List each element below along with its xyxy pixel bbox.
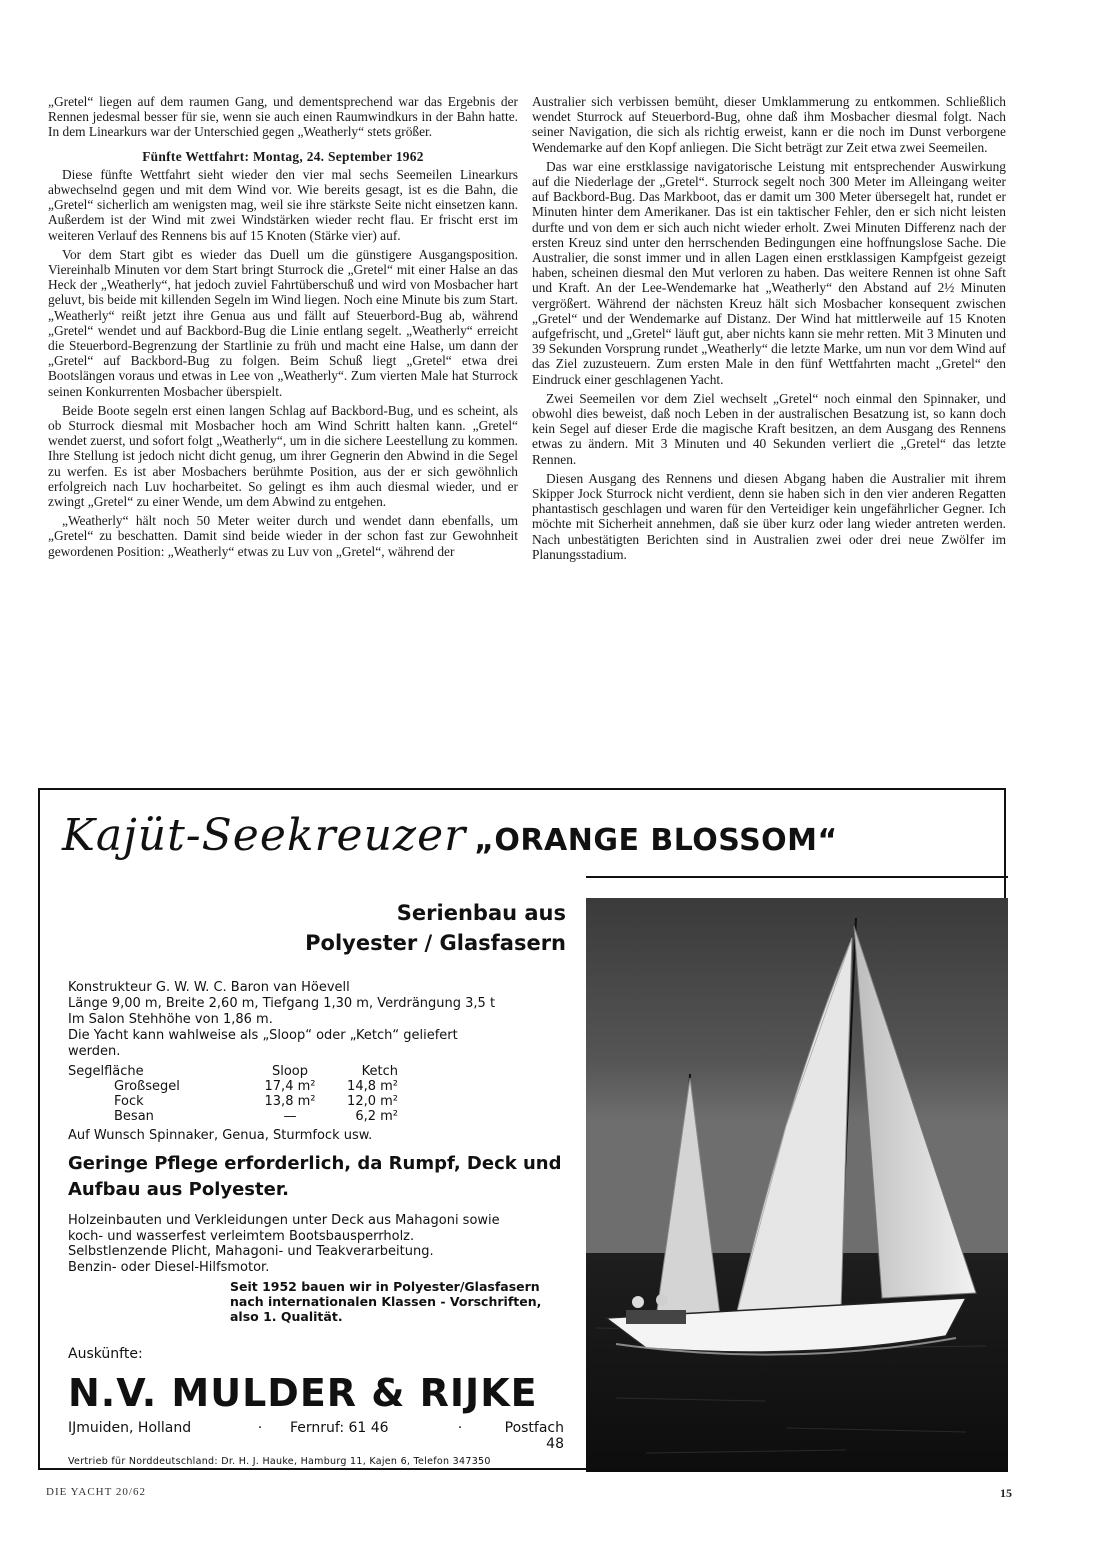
spec-line: Konstrukteur G. W. W. C. Baron van Höevell bbox=[68, 980, 350, 995]
article-paragraph: Das war eine erstklassige navigatorische Leistung mit entsprechender Auswirkung auf die Niederlage der „Gretel“. Sturrock segelt noch 300 Meter im Alleingang weiter auf Backbord-Bug. Das Markboot, das er damit um 300 Meter übersegelt hat, rundet er Minuten hinter dem Amerikaner. Das ist ein taktischer Fehler, den er sich nicht leisten durfte und von dem er sich auch nicht wieder erholt. Zwei Minuten Differenz nach der ersten Kreuz sind unter den herrschenden Bedingungen eine hoffnungslose Sache. Die Australier, die sonst immer und in allen Lagen einen erstklassigen Kampfgeist gezeigt haben, scheinen diesmal den Mut verloren zu haben. Das weitere Rennen ist ohne Saft und Kraft. An der Lee-Wendemarke hat „Weatherly“ den Abstand auf 2½ Minuten vergrößert. Während der nächsten Kreuz hält sich Mosbacher konsequent zwischen „Gretel“ und der Wendemarke auf Distanz. Der Wind hat mittlerweile auf 15 Knoten aufgefrischt, und „Gretel“ läuft gut, aber nichts kann sie mehr retten. Mit 3 Minuten und 39 Sekunden Vorsprung rundet „Weatherly“ die letzte Marke, um nun vor dem Wind auf das Ziel zuzusteuern. Zum ersten Male in den fünf Wettfahrten macht „Gretel“ den Eindruck einer geschlagenen Yacht. bbox=[532, 158, 1006, 387]
ad-headline-name: „ORANGE BLOSSOM“ bbox=[474, 823, 838, 858]
sailboat-photo bbox=[586, 898, 1008, 1472]
sail-header-sloop: Sloop bbox=[271, 1064, 309, 1079]
article-column-right bbox=[532, 94, 1006, 562]
ad-quality-statement bbox=[230, 1279, 572, 1324]
spec-line: Länge 9,00 m, Breite 2,60 m, Tiefgang 1,30 m, Verdrängung 3,5 t bbox=[68, 996, 496, 1011]
article-paragraph: „Gretel“ liegen auf dem raumen Gang, und dementsprechend war das Ergebnis der Rennen jedesmal besser für sie, wenn sie auch einen Raumwindkurs in der Bahn hatte. In dem Linearkurs war der Unterschied gegen „Weatherly“ stets größer. bbox=[48, 94, 518, 140]
sail-table-header bbox=[68, 1064, 572, 1079]
sail-table-row bbox=[68, 1094, 572, 1109]
care-line-1: Geringe Pflege erforderlich, da Rumpf, Deck und bbox=[68, 1153, 562, 1174]
ad-specifications bbox=[68, 980, 572, 1060]
detail-line: Selbstlenzende Plicht, Mahagoni- und Teakverarbeitung. bbox=[68, 1244, 434, 1259]
separator-dot: · bbox=[457, 1420, 463, 1436]
sail-name: Besan bbox=[114, 1109, 154, 1124]
ad-options-line: Auf Wunsch Spinnaker, Genua, Sturmfock usw. bbox=[68, 1128, 373, 1143]
sail-ketch-value: 6,2 m² bbox=[355, 1109, 398, 1124]
ad-care-heading bbox=[68, 1151, 572, 1203]
company-postbox: Postfach 48 bbox=[504, 1420, 564, 1452]
page-number: 15 bbox=[1000, 1486, 1012, 1500]
ad-divider bbox=[586, 876, 1008, 878]
ad-series-line-2: Polyester / Glasfasern bbox=[305, 931, 566, 955]
distributor-line: Vertrieb für Norddeutschland: Dr. H. J. Hauke, Hamburg 11, Kajen 6, Telefon 347350 bbox=[68, 1456, 491, 1467]
sail-header-ketch: Ketch bbox=[361, 1064, 398, 1079]
detail-line: koch- und wasserfest verleimtem Bootsbausperrholz. bbox=[68, 1228, 415, 1244]
company-name: N.V. MULDER & RIJKE bbox=[68, 1371, 538, 1415]
company-contact bbox=[68, 1420, 564, 1452]
ad-series-heading bbox=[68, 898, 572, 958]
sail-name: Fock bbox=[114, 1094, 144, 1109]
sail-area-table bbox=[68, 1064, 572, 1124]
sail-ketch-value: 14,8 m² bbox=[347, 1079, 398, 1094]
sail-table-row bbox=[68, 1109, 572, 1124]
spec-line: werden. bbox=[68, 1044, 121, 1059]
company-phone: Fernruf: 61 46 bbox=[290, 1420, 389, 1436]
sail-sloop-value: — bbox=[283, 1109, 297, 1124]
detail-line: Holzeinbauten und Verkleidungen unter Deck aus Mahagoni sowie bbox=[68, 1213, 500, 1228]
spec-line: Im Salon Stehhöhe von 1,86 m. bbox=[68, 1012, 273, 1027]
footer-magazine: DIE YACHT 20/62 bbox=[46, 1486, 146, 1498]
advertisement bbox=[38, 788, 1006, 1470]
sail-sloop-value: 13,8 m² bbox=[264, 1094, 316, 1109]
section-heading: Fünfte Wettfahrt: Montag, 24. September 1962 bbox=[142, 148, 424, 164]
sail-name: Großsegel bbox=[114, 1079, 180, 1094]
article-paragraph: Australier sich verbissen bemüht, dieser Umklammerung zu entkommen. Schließlich wendet Sturrock auf Steuerbord-Bug, ohne daß ihm Mosbacher diesmal folgt. Nach seiner Navigation, die sich als richtig erweist, kann er die noch im Dunst verborgene Wendemarke auf den Kopf anliegen. Die Sicht beträgt zur Zeit etwa zwei Seemeilen. bbox=[532, 94, 1006, 155]
detail-line: Benzin- oder Diesel-Hilfsmotor. bbox=[68, 1259, 270, 1275]
article-paragraph: Diesen Ausgang des Rennens und diesen Abgang haben die Australier mit ihrem Skipper Jock Sturrock nicht verdient, denn sie haben sich in den vier anderen Regatten phantastisch geschlagen und waren für den Verteidiger kein ungefährlicher Gegner. Ich möchte mit Sicherheit annehmen, daß sie über kurz oder lang wieder antreten werden. Nach unbestätigten Berichten sind in Australien zwei oder drei neue Zwölfer im Planungsstadium. bbox=[532, 470, 1006, 562]
company-city: IJmuiden, Holland bbox=[68, 1420, 192, 1436]
sail-ketch-value: 12,0 m² bbox=[347, 1094, 398, 1109]
ad-series-line-1: Serienbau aus bbox=[396, 901, 566, 925]
ad-headline bbox=[62, 810, 838, 861]
article-paragraph: Vor dem Start gibt es wieder das Duell um die günstigere Ausgangsposition. Viereinhalb Minuten vor dem Start bringt Sturrock die „Gretel“ mit einer Halse an das Heck der „Weatherly“, hat jedoch zuviel Fahrtüberschuß und wird von Mosbacher hart geluvt, bis beide mit killenden Segeln im Wind liegen. Noch eine Minute bis zum Start. „Weatherly“ reißt jetzt ihre Genua aus und fällt auf Steuerbord-Bug ab, während „Gretel“ wendet und auf Backbord-Bug die Linie entlang segelt. „Weatherly“ erreicht die Steuerbord-Begrenzung der Startlinie zu früh und macht eine Halse, um dann der „Gretel“ auf Backbord-Bug zu folgen. Beim Schuß liegt „Gretel“ etwa drei Bootslängen voraus und etwas in Lee von „Weatherly“. Zum vierten Male hat Sturrock seinen Konkurrenten Mosbacher überspielt. bbox=[48, 246, 518, 399]
separator-dot: · bbox=[257, 1420, 263, 1436]
article-paragraph: Beide Boote segeln erst einen langen Schlag auf Backbord-Bug, und es scheint, als ob Sturrock diesmal mit Mosbacher hoch am Wind Schritt halten kann. „Gretel“ wendet zuerst, und sofort folgt „Weatherly“, um in die sichere Leestellung zu kommen. Ihre Stellung ist jedoch nicht dicht genug, um ihrer Gegnerin den Abwind in die Segel zu werfen. Es ist aber Mosbachers berühmte Position, aus der er sich gewöhnlich erfolgreich nach Luv hocharbeitet. So gelingt es ihm auch diesmal wieder, und er zwingt „Gretel“ zu einer Wende, um dem Abwind zu entgehen. bbox=[48, 402, 518, 510]
article-paragraph: Zwei Seemeilen vor dem Ziel wechselt „Gretel“ noch einmal den Spinnaker, und obwohl dies beweist, daß noch Leben in der australischen Besatzung ist, so kann doch kein Segel auf dieser Erde die magische Kraft besitzen, an dem Ausgang des Rennens etwas zu ändern. Mit 3 Minuten und 40 Sekunden verliert die „Gretel“ das letzte Rennen. bbox=[532, 390, 1006, 467]
quality-line: nach internationalen Klassen - Vorschriften, bbox=[230, 1294, 542, 1309]
sail-sloop-value: 17,4 m² bbox=[264, 1079, 316, 1094]
spec-line: Die Yacht kann wahlweise als „Sloop“ oder „Ketch“ geliefert bbox=[68, 1028, 458, 1043]
article-column-left bbox=[48, 94, 518, 559]
quality-line: Seit 1952 bauen wir in Polyester/Glasfasern bbox=[230, 1279, 540, 1294]
quality-line: also 1. Qualität. bbox=[230, 1309, 343, 1324]
sail-header-label: Segelfläche bbox=[68, 1064, 144, 1079]
article-paragraph: „Weatherly“ hält noch 50 Meter weiter durch und wendet dann ebenfalls, um „Gretel“ zu beschatten. Damit sind beide wieder in der schon fast zur Gewohnheit gewordenen Position: „Weatherly“ etwas zu Luv von „Gretel“, während der bbox=[48, 513, 518, 559]
ad-body bbox=[68, 898, 572, 1467]
ad-details bbox=[68, 1213, 572, 1275]
care-line-2: Aufbau aus Polyester. bbox=[68, 1179, 289, 1200]
ad-headline-script: Kajüt-Seekreuzer bbox=[62, 810, 467, 861]
sailboat-illustration bbox=[586, 898, 1008, 1472]
article-paragraph: Diese fünfte Wettfahrt sieht wieder den vier mal sechs Seemeilen Linearkurs abwechselnd gegen und mit dem Wind vor. Wie bereits gesagt, ist es die Bahn, die „Gretel“ sicherlich am wenigsten mag, weil sie ihre stärkste Seite nicht einsetzen kann. Außerdem ist der Wind mit zwei Windstärken wieder recht flau. Er frischt erst im weiteren Verlauf des Rennens bis auf 15 Knoten (Stärke vier) auf. bbox=[48, 166, 518, 243]
sail-table-row bbox=[68, 1079, 572, 1094]
ad-info-label: Auskünfte: bbox=[68, 1346, 143, 1362]
